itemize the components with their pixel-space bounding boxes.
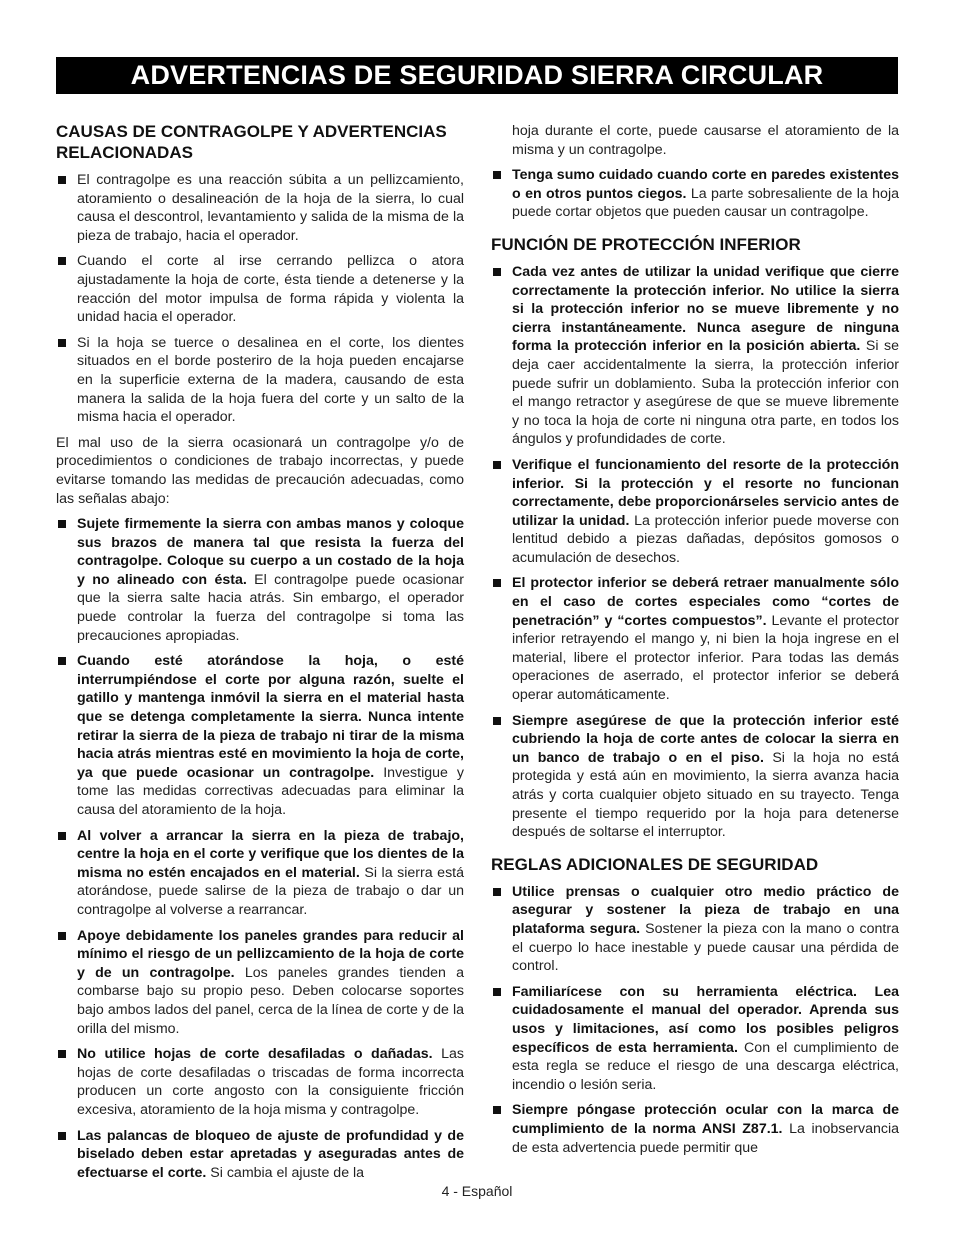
list-item xyxy=(56,1045,464,1119)
body-text: Si se deja caer accidentalmente la sierra, la protección inferior puede sufrir un doblamiento. Suba la protección inferior con el mango retractor y asegúrese de que se mueve libremente y no toca la hoja de corte ni ninguna otra parte, en todos los ángulos y profundidades de corte. xyxy=(512,338,899,448)
list-item xyxy=(56,652,464,819)
bold-text: Apoye debidamente los paneles grandes para reducir al mínimo el riesgo de un pellizcamiento de la hoja de corte y de un contragolpe. xyxy=(77,927,464,981)
kickback-continued-list xyxy=(491,122,899,222)
bold-text: Al volver a arrancar la sierra en la pieza de trabajo, centre la hoja en el corte y verifique que los dientes de la misma no estén encajados en el material. xyxy=(77,827,464,881)
bold-text: Cuando esté atorándose la hoja, o esté interrumpiéndose el corte por alguna razón, suelte el gatillo y mantenga inmóvil la sierra en el material hasta que se detenga completamente la sierra. Nunca intente retirar la sierra de la pieza de trabajo ni tirar de la misma hacia atrás mientras esté en movimiento la hoja de corte, ya que puede ocasionar un contragolpe. xyxy=(77,653,464,781)
page-footer: 4 - Español xyxy=(441,1183,513,1199)
additional-rules-list xyxy=(491,883,899,1157)
kickback-precautions-list xyxy=(56,515,464,1182)
body-text: Con el cumplimiento de esta regla se reduce el riesgo de una descarga eléctrica, incendio o lesión seria. xyxy=(512,1039,899,1093)
list-item xyxy=(491,456,899,568)
body-text: Si la hoja no está protegida y está aún en movimiento, la sierra avanza hacia atrás y corta cualquier objeto situado en su trayecto. Tenga presente el tiempo requerido por la hoja para detenerse después de soltarse el interruptor. xyxy=(512,749,899,841)
body-text: Investigue y tome las medidas correctivas adecuadas para eliminar la causa del atoramiento de la hoja. xyxy=(77,764,465,818)
bold-text: Las palancas de bloqueo de ajuste de profundidad y de biselado deben estar apretadas y aseguradas antes de efectuarse el corte. xyxy=(77,1127,464,1181)
list-item xyxy=(56,827,464,920)
bold-text: Siempre asegúrese de que la protección inferior esté cubriendo la hoja de corte antes de colocar la sierra en un banco de trabajo o en el piso. xyxy=(512,712,899,766)
bold-text: Sujete firmemente la sierra con ambas manos y coloque sus brazos de manera tal que resista la fuerza del contragolpe. Coloque su cuerpo a un costado de la hoja y no alineado con ésta. xyxy=(77,516,464,588)
list-item xyxy=(491,883,899,976)
bold-text: Familiarícese con su herramienta eléctrica. Lea cuidadosamente el manual del operador. Aprenda sus usos y limitaciones, así como los posibles peligros específicos de esta herramienta. xyxy=(512,983,899,1056)
section-heading-additional-rules: REGLAS ADICIONALES DE SEGURIDAD xyxy=(491,854,819,874)
body-text: Levante el protector inferior retrayendo el mango y, ni bien la hoja ingrese en el material, libere el protector inferior. Para todas las demás operaciones de aserrado, el protector inferior se deberá operar automáticamente. xyxy=(512,612,899,704)
bold-text: Tenga sumo cuidado cuando corte en paredes existentes o en otros puntos ciegos. xyxy=(512,167,899,202)
right-column xyxy=(491,122,899,1164)
list-item-continuation: hoja durante el corte, puede causarse el atoramiento de la misma y un contragolpe. xyxy=(512,123,899,158)
body-text: Si cambia el ajuste de la xyxy=(206,1164,365,1181)
list-item xyxy=(56,927,464,1039)
kickback-causes-list xyxy=(56,171,464,427)
bold-text: Verifique el funcionamiento del resorte de la protección inferior. Si la protección y el resorte no funcionan correctamente, debe proporcionárseles servicio antes de utilizar la unidad. xyxy=(512,456,899,529)
body-text: La inobservancia de esta advertencia puede permitir que xyxy=(512,1120,899,1156)
list-item xyxy=(56,1127,464,1183)
body-text: La parte sobresaliente de la hoja puede cortar objetos que pueden causar un contragolpe. xyxy=(512,185,899,221)
bold-text: Cada vez antes de utilizar la unidad verifique que cierre correctamente la protección inferior. No utilice la sierra si la protección inferior no se mueve libremente y no cierra instantáneamente. Nunca asegure de ninguna forma la protección inferior en la posición abierta. xyxy=(512,263,899,355)
body-text: La protección inferior puede moverse con lentitud debido a piezas dañadas, depósitos gomosos o acumulación de desechos. xyxy=(512,512,899,566)
body-text: El contragolpe puede ocasionar que la sierra salte hacia atrás. Sin embargo, el operador puede controlar la fuerza del contragolpe si toma las precauciones apropiadas. xyxy=(77,571,465,644)
list-item xyxy=(491,712,899,842)
list-item xyxy=(491,1101,899,1157)
body-text: Sostener la pieza con la mano o contra el cuerpo lo hace inestable y puede causar una pérdida de control. xyxy=(512,920,899,975)
list-item xyxy=(56,515,464,645)
list-item xyxy=(491,574,899,704)
section-heading-lower-guard: FUNCIÓN DE PROTECCIÓN INFERIOR xyxy=(491,234,801,254)
list-item xyxy=(491,263,899,449)
bold-text: Siempre póngase protección ocular con la marca de cumplimiento de la norma ANSI Z87.1. xyxy=(512,1102,899,1137)
lower-guard-list xyxy=(491,263,899,842)
list-item: El contragolpe es una reacción súbita a un pellizcamiento, atoramiento o desalineación de la hoja de la sierra, lo cual causa el descontrol, levantamiento y salida de la misma de la pieza de trabajo, hacia el operador. xyxy=(56,171,464,245)
bold-text: Utilice prensas o cualquier otro medio práctico de asegurar y sostener la pieza de trabajo en una plataforma segura. xyxy=(512,883,899,937)
page-title: ADVERTENCIAS DE SEGURIDAD SIERRA CIRCULAR xyxy=(56,57,898,94)
left-column xyxy=(56,121,464,1189)
list-item: Cuando el corte al irse cerrando pellizca o atora ajustadamente la hoja de corte, ésta tiende a detenerse y la reacción del motor impulsa de forma rápida y violenta la unidad hacia el operador. xyxy=(56,252,464,326)
bold-text: El protector inferior se deberá retraer manualmente sólo en el caso de cortes especiales como “cortes de penetración” y “cortes compuestos”. xyxy=(512,575,899,629)
intro-paragraph: El mal uso de la sierra ocasionará un contragolpe y/o de procedimientos o condiciones de trabajo incorrectas, y puede evitarse tomando las medidas de precaución adecuadas, como las señalas abajo: xyxy=(56,434,464,507)
list-item: Si la hoja se tuerce o desalinea en el corte, los dientes situados en el borde posteriro de la hoja pueden encajarse en la superficie externa de la madera, causando de esta manera la salida de la hoja fuera del corte y un salto de la misma hacia el operador. xyxy=(56,334,464,427)
bold-text: No utilice hojas de corte desafiladas o dañadas. xyxy=(77,1046,433,1063)
section-heading-kickback: CAUSAS DE CONTRAGOLPE Y ADVERTENCIAS RELACIONADAS xyxy=(56,122,447,162)
list-item xyxy=(491,983,899,1095)
list-item xyxy=(491,166,899,222)
body-text: Los paneles grandes tienden a combarse bajo su propio peso. Deben colocarse soportes bajo ambos lados del panel, cerca de la línea de corte y de la orilla del mismo. xyxy=(77,964,464,1037)
body-text: Si la sierra está atorándose, puede salirse de la pieza de trabajo o dar un contragolpe al volverse a rearrancar. xyxy=(77,864,465,918)
body-text: Las hojas de corte desafiladas o triscadas de forma incorrecta producen un corte angosto con la consiguiente fricción excesiva, atoramiento de la hoja misma y contragolpe. xyxy=(77,1046,464,1118)
